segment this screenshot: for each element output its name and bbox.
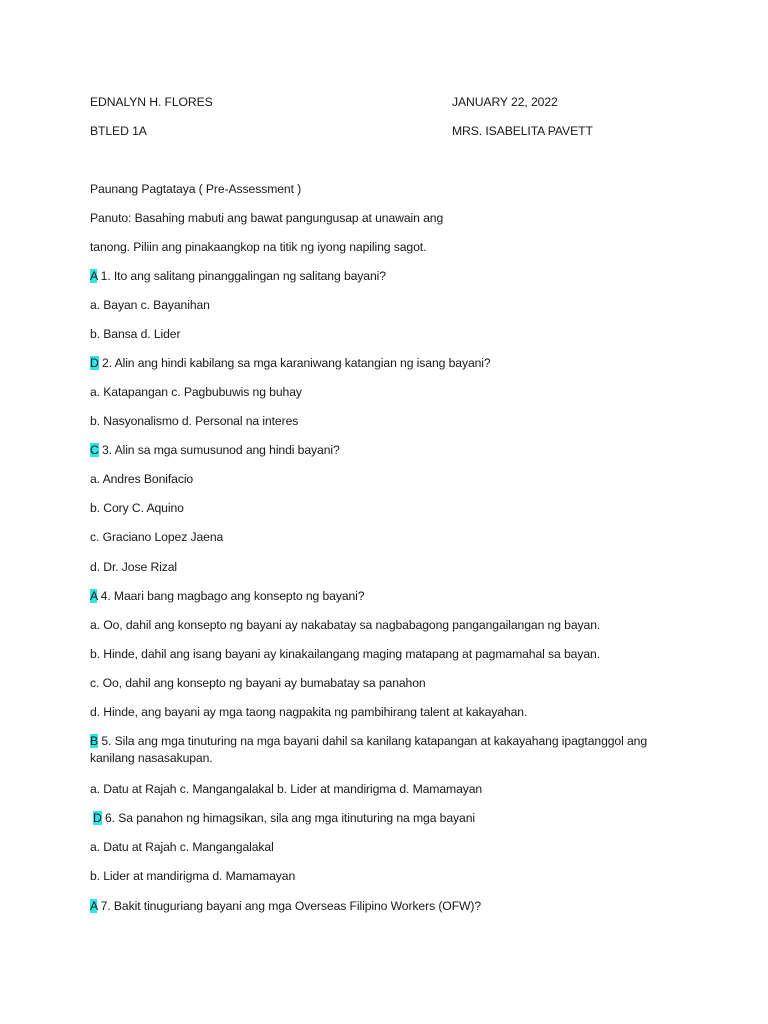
option-line: a. Andres Bonifacio [90, 472, 194, 486]
answer-highlight: A [90, 589, 98, 603]
question-3 [90, 442, 340, 458]
question-2 [90, 355, 491, 371]
assessment-title: Paunang Pagtataya ( Pre-Assessment ) [90, 182, 302, 196]
question-text: 1. Ito ang salitang pinanggalingan ng salitang bayani? [97, 269, 386, 283]
option-line: a. Bayan c. Bayanihan [90, 298, 210, 312]
option-line: b. Nasyonalismo d. Personal na interes [90, 414, 299, 428]
option-line: c. Oo, dahil ang konsepto ng bayani ay bumabatay sa panahon [90, 676, 426, 690]
option-line: c. Graciano Lopez Jaena [90, 530, 224, 544]
option-line: b. Bansa d. Lider [90, 327, 181, 341]
option-line: b. Lider at mandirigma d. Mamamayan [90, 869, 296, 883]
section: BTLED 1A [90, 124, 147, 138]
option-line: a. Oo, dahil ang konsepto ng bayani ay nakabatay sa nagbabagong pangangailangan ng bayan. [90, 618, 601, 632]
question-text: 7. Bakit tinuguriang bayani ang mga Overseas Filipino Workers (OFW)? [97, 899, 482, 913]
student-name: EDNALYN H. FLORES [90, 95, 213, 109]
question-text: 5. Sila ang mga tinuturing na mga bayani dahil sa kanilang katapangan at kakayahang ipagtanggol ang kanilang nasasakupan. [90, 734, 648, 765]
teacher-name: MRS. ISABELITA PAVETT [452, 124, 593, 138]
answer-highlight: A [90, 899, 98, 913]
question-4 [90, 588, 364, 604]
answer-highlight: D [93, 811, 102, 825]
option-line: d. Hinde, ang bayani ay mga taong nagpakita ng pambihirang talent at kakayahan. [90, 705, 528, 719]
option-line: d. Dr. Jose Rizal [90, 560, 178, 574]
answer-highlight: D [90, 356, 99, 370]
option-line: a. Datu at Rajah c. Mangangalakal [90, 840, 274, 854]
option-line: a. Katapangan c. Pagbubuwis ng buhay [90, 385, 302, 399]
question-7 [90, 898, 481, 914]
date: JANUARY 22, 2022 [452, 95, 558, 109]
option-line: a. Datu at Rajah c. Mangangalakal b. Lider at mandirigma d. Mamamayan [90, 782, 483, 796]
option-line: b. Hinde, dahil ang isang bayani ay kinakailangang maging matapang at pagmamahal sa bayan. [90, 647, 600, 661]
question-text: 6. Sa panahon ng himagsikan, sila ang mga itinuturing na mga bayani [101, 811, 475, 825]
question-text: 4. Maari bang magbago ang konsepto ng bayani? [97, 589, 365, 603]
answer-highlight: C [90, 443, 99, 457]
question-6 [93, 810, 475, 826]
instructions-line-2: tanong. Piliin ang pinakaangkop na titik ng iyong napiling sagot. [90, 240, 427, 254]
instructions-line-1: Panuto: Basahing mabuti ang bawat pangungusap at unawain ang [90, 211, 444, 225]
question-5 [90, 733, 690, 767]
question-text: 3. Alin sa mga sumusunod ang hindi bayani? [98, 443, 340, 457]
answer-highlight: B [90, 734, 99, 748]
option-line: b. Cory C. Aquino [90, 501, 184, 515]
question-text: 2. Alin ang hindi kabilang sa mga karaniwang katangian ng isang bayani? [98, 356, 491, 370]
answer-highlight: A [90, 269, 98, 283]
question-1 [90, 268, 386, 284]
